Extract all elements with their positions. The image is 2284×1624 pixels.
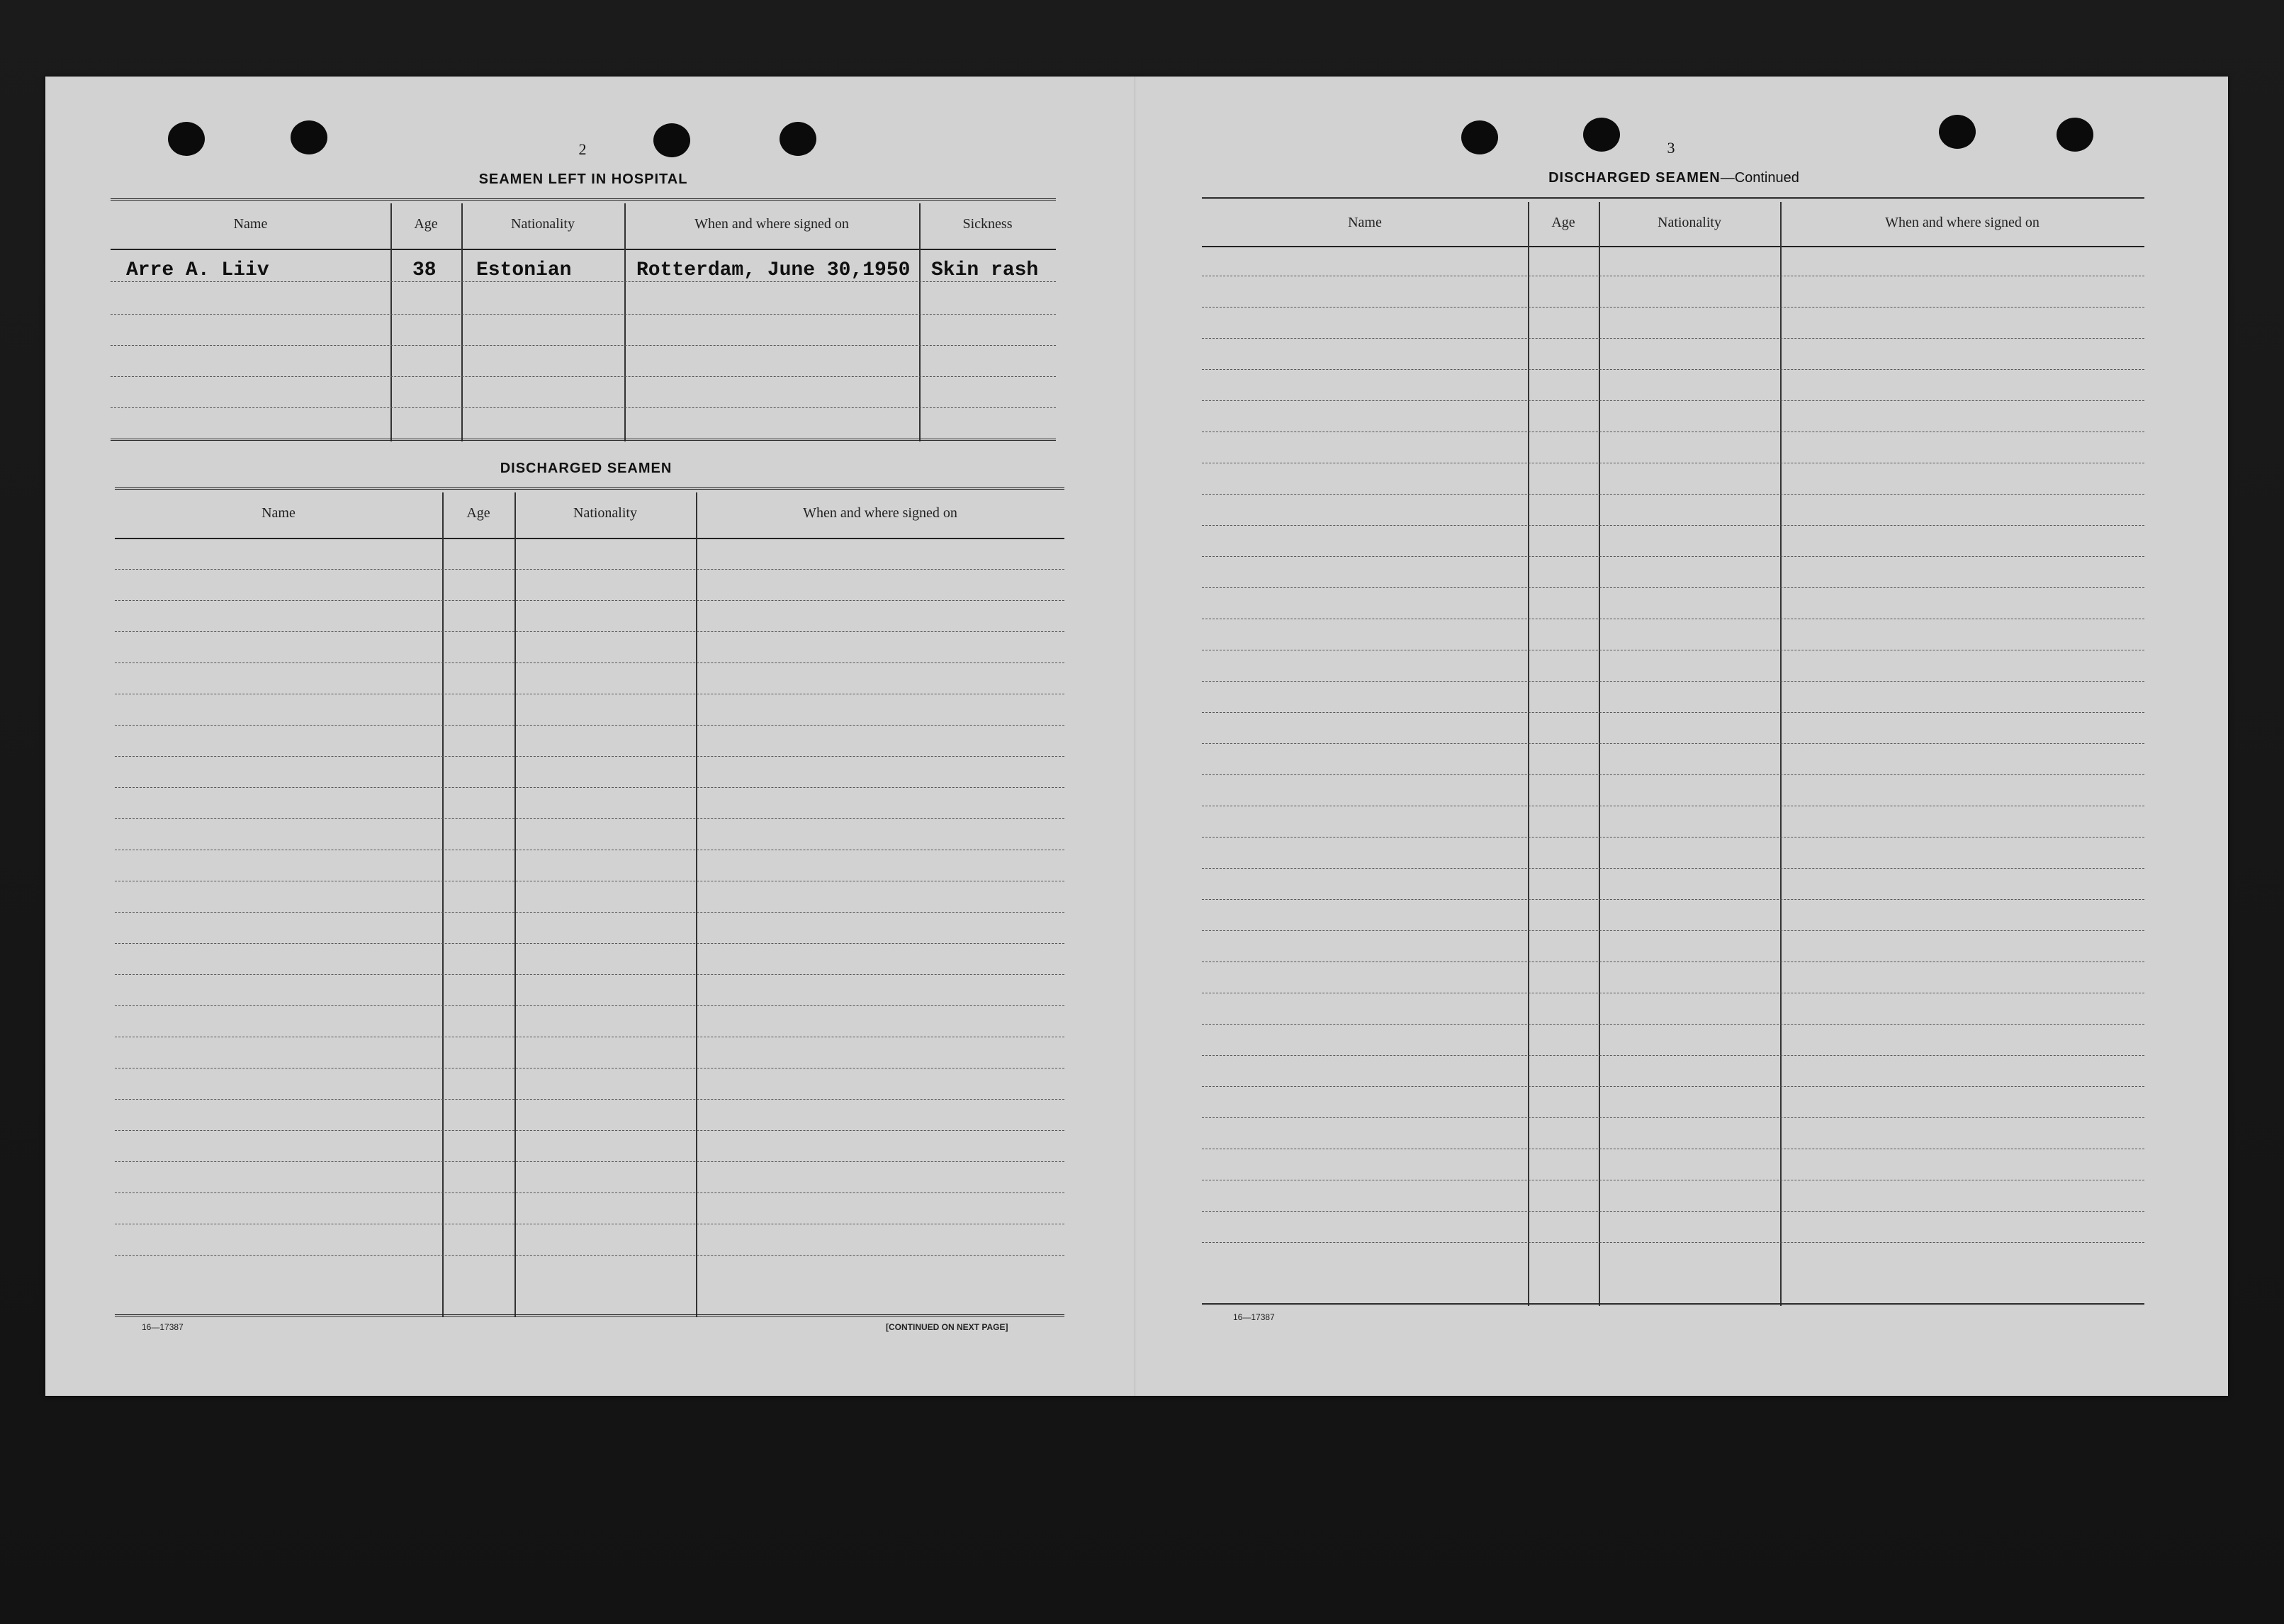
hospital-row-sickness: Skin rash xyxy=(931,259,1039,281)
hospital-table xyxy=(111,198,1056,441)
form-number-right: 16—17387 xyxy=(1233,1312,1275,1322)
punch-hole xyxy=(780,122,816,156)
continued-col-nationality: Nationality xyxy=(1658,215,1721,230)
discharged-col-name: Name xyxy=(261,505,296,521)
discharged-continued-title xyxy=(1205,170,2143,186)
punch-hole xyxy=(168,122,205,156)
hospital-row-nationality: Estonian xyxy=(476,259,572,281)
hospital-col-signed-on: When and where signed on xyxy=(694,216,849,232)
continued-col-name: Name xyxy=(1348,215,1382,230)
discharged-col-signed-on: When and where signed on xyxy=(803,505,957,521)
hospital-section-title: SEAMEN LEFT IN HOSPITAL xyxy=(478,171,688,187)
continued-col-age: Age xyxy=(1551,215,1575,230)
hospital-col-sickness: Sickness xyxy=(962,216,1013,232)
page-number-left: 2 xyxy=(578,140,587,158)
punch-hole xyxy=(2057,118,2093,152)
punch-hole xyxy=(1939,115,1976,149)
hospital-col-nationality: Nationality xyxy=(511,216,575,232)
hospital-col-age: Age xyxy=(414,216,438,232)
punch-hole xyxy=(1461,120,1498,154)
page-number-right: 3 xyxy=(1667,139,1675,157)
continued-col-signed-on: When and where signed on xyxy=(1885,215,2040,230)
hospital-row-signed-on: Rotterdam, June 30,1950 xyxy=(636,259,911,281)
discharged-col-nationality: Nationality xyxy=(573,505,637,521)
punch-hole xyxy=(653,123,690,157)
discharged-table xyxy=(115,487,1064,1317)
hospital-row-age: 38 xyxy=(412,259,437,281)
hospital-col-name: Name xyxy=(233,216,268,232)
punch-hole xyxy=(1583,118,1620,152)
punch-hole xyxy=(291,120,327,154)
hospital-row-name: Arre A. Liiv xyxy=(126,259,269,281)
discharged-continued-title-suffix: —Continued xyxy=(1720,170,1799,186)
discharged-continued-title-main: DISCHARGED SEAMEN xyxy=(1548,170,1721,186)
form-number-left: 16—17387 xyxy=(142,1322,184,1332)
continued-note: [CONTINUED ON NEXT PAGE] xyxy=(886,1322,1008,1332)
page-fold xyxy=(1134,77,1137,1396)
discharged-col-age: Age xyxy=(466,505,490,521)
discharged-section-title: DISCHARGED SEAMEN xyxy=(500,461,673,476)
discharged-continued-table xyxy=(1202,197,2144,1306)
